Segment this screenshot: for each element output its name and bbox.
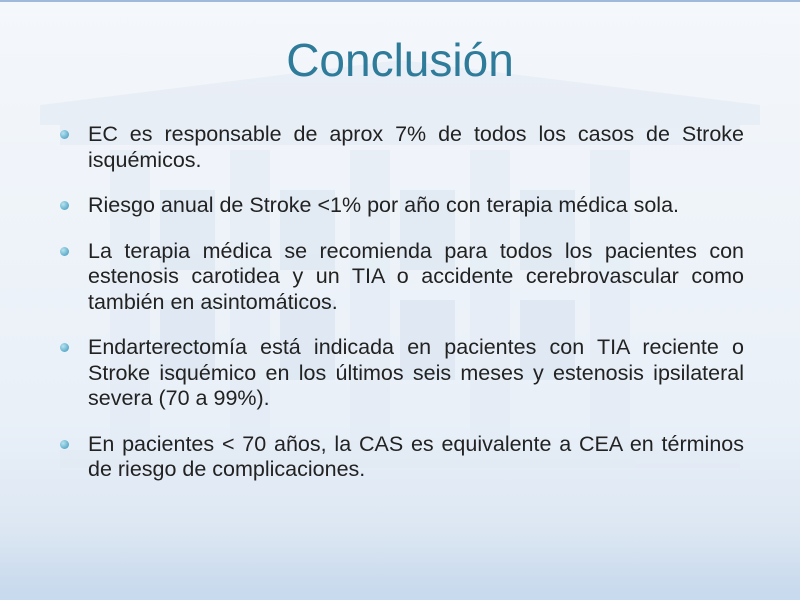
bullet-dot-icon bbox=[60, 343, 69, 352]
bullet-item bbox=[60, 335, 744, 412]
bullet-item bbox=[60, 239, 744, 316]
bullet-list bbox=[60, 122, 744, 503]
bullet-dot-icon bbox=[60, 247, 69, 256]
bullet-text: Endarterectomía está indicada en pacientes con TIA reciente o Stroke isquémico en los últimos seis meses y estenosis ipsilateral severa (70 a 99%). bbox=[88, 335, 744, 410]
bullet-text: En pacientes < 70 años, la CAS es equivalente a CEA en términos de riesgo de complicaciones. bbox=[88, 431, 744, 481]
bullet-dot-icon bbox=[60, 201, 69, 210]
bullet-dot-icon bbox=[60, 440, 69, 449]
top-accent-line bbox=[0, 0, 800, 2]
bullet-text: Riesgo anual de Stroke <1% por año con terapia médica sola. bbox=[88, 193, 680, 217]
bullet-dot-icon bbox=[60, 130, 69, 139]
bottom-gradient-band bbox=[0, 540, 800, 600]
bullet-item bbox=[60, 432, 744, 483]
slide-title: Conclusión bbox=[286, 34, 514, 86]
bullet-item bbox=[60, 122, 744, 173]
bullet-item bbox=[60, 193, 744, 219]
bullet-text: EC es responsable de aprox 7% de todos los casos de Stroke isquémicos. bbox=[88, 122, 744, 172]
bullet-text: La terapia médica se recomienda para todos los pacientes con estenosis carotidea y un TIA o accidente cerebrovascular como también en asintomáticos. bbox=[88, 238, 744, 314]
